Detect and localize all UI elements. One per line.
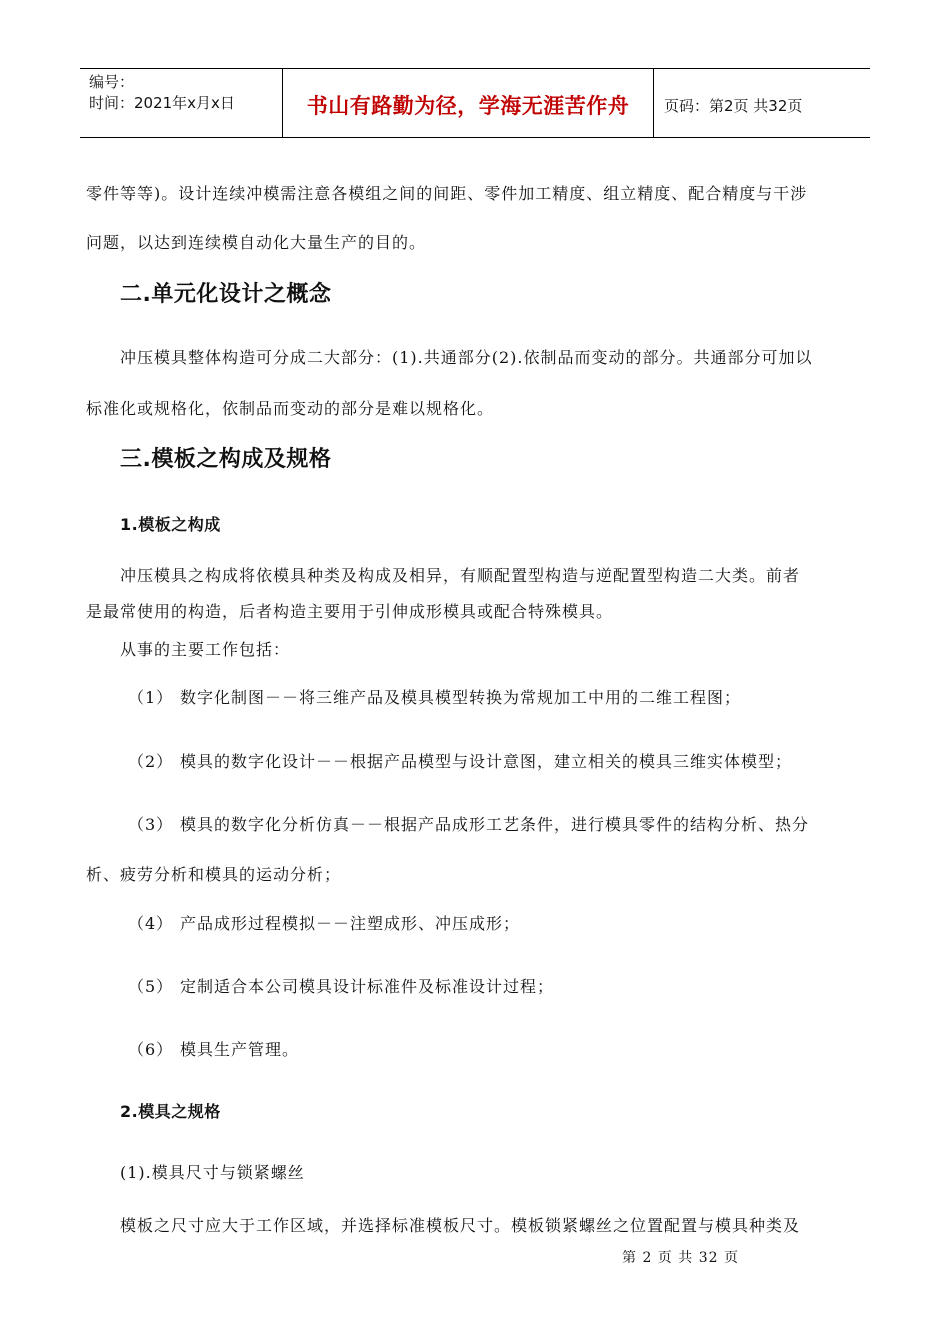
page-footer: 第 2 页 共 32 页	[622, 1250, 739, 1266]
intro-line-2: 问题，以达到连续模自动化大量生产的目的。	[86, 233, 427, 252]
list-item-text: 产品成形过程模拟－－注塑成形、冲压成形；	[180, 914, 521, 933]
list-item	[128, 685, 741, 708]
document-number-label: 编号：	[89, 73, 135, 91]
section-2-paragraph-line-1: 冲压模具整体构造可分成二大部分：(1).共通部分(2).依制品而变动的部分。共通部分可加以	[120, 348, 813, 367]
list-item-number: （3）	[128, 815, 174, 834]
list-item	[128, 812, 809, 835]
header-meta	[80, 69, 282, 137]
list-item-number: （1）	[128, 688, 174, 707]
list-item	[128, 749, 792, 772]
list-item-text: 数字化制图－－将三维产品及模具模型转换为常规加工中用的二维工程图；	[180, 688, 742, 707]
subsection-1-paragraph-line-2: 是最常使用的构造，后者构造主要用于引伸成形模具或配合特殊模具。	[86, 602, 614, 621]
list-item-text: 模具生产管理。	[180, 1040, 300, 1059]
list-item-text: 模具的数字化分析仿真－－根据产品成形工艺条件，进行模具零件的结构分析、热分	[180, 815, 810, 834]
list-item-text: 模具的数字化设计－－根据产品模型与设计意图，建立相关的模具三维实体模型；	[180, 752, 793, 771]
list-item-text: 定制适合本公司模具设计标准件及标准设计过程；	[180, 977, 555, 996]
section-2-paragraph-line-2: 标准化或规格化，依制品而变动的部分是难以规格化。	[86, 399, 495, 418]
subsection-2-item-1: (1).模具尺寸与锁紧螺丝	[120, 1163, 305, 1182]
list-item-number: （5）	[128, 977, 174, 996]
list-item-3-continuation: 析、疲劳分析和模具的运动分析；	[86, 865, 342, 884]
subsection-1-paragraph-line-1: 冲压模具之构成将依模具种类及构成及相异，有顺配置型构造与逆配置型构造二大类。前者	[120, 566, 801, 585]
page-header	[80, 68, 870, 138]
list-item	[128, 974, 554, 997]
list-item	[128, 911, 520, 934]
subsection-2-heading: 2.模具之规格	[120, 1102, 221, 1121]
intro-line-1: 零件等等)。设计连续冲模需注意各模组之间的间距、零件加工精度、组立精度、配合精度与干涉	[86, 184, 808, 203]
subsection-1-heading: 1.模板之构成	[120, 515, 221, 534]
list-item	[128, 1037, 299, 1060]
section-2-heading: 二.单元化设计之概念	[120, 282, 332, 307]
header-motto: 书山有路勤为径，学海无涯苦作舟	[282, 69, 654, 137]
list-item-number: （2）	[128, 752, 174, 771]
section-3-heading: 三.模板之构成及规格	[120, 447, 332, 472]
work-intro: 从事的主要工作包括：	[120, 640, 291, 659]
subsection-2-paragraph-line-1: 模板之尺寸应大于工作区域，并选择标准模板尺寸。模板锁紧螺丝之位置配置与模具种类及	[120, 1216, 801, 1235]
header-page-info: 页码：第2页 共32页	[664, 96, 803, 115]
document-date: 时间：2021年x月x日	[89, 94, 235, 112]
list-item-number: （4）	[128, 914, 174, 933]
list-item-number: （6）	[128, 1040, 174, 1059]
